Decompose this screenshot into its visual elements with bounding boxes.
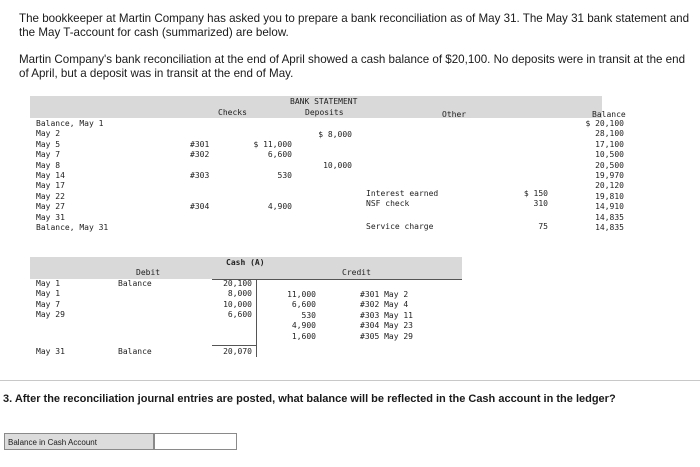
table-cell: #304 May 23 [360,321,413,331]
table-cell [240,223,292,233]
question-3: 3. After the reconciliation journal entries are posted, what balance will be reflected in the Cash account in the ledger? [3,393,616,405]
table-cell: 6,600 [227,310,252,320]
table-cell: 10,000 [323,161,352,171]
table-cell [240,192,292,202]
table-cell: 6,600 [291,300,316,310]
table-cell: 20,500 [595,160,624,170]
table-cell: #303 May 11 [360,310,413,320]
table-cell: 11,000 [287,290,316,299]
table-cell: 19,810 [595,191,624,201]
table-cell: #304 [190,202,210,212]
debit-balance-label: Balance [118,279,152,288]
t-account-total-rule [212,345,257,346]
table-cell: #302 May 4 [360,300,409,310]
table-cell: 530 [277,170,292,180]
other-desc-nsf: NSF check [366,199,410,208]
cash-title: Cash (A) [226,258,265,267]
answer-row [4,433,236,450]
balance-column [572,119,624,233]
table-cell [240,213,292,223]
intro-paragraph-2: Martin Company's bank reconciliation at the end of April showed a cash balance of $20,100. No deposits were in transit at the end of April, but a deposit was in transit at the end of May. [19,53,686,80]
balance-answer-input[interactable] [154,433,237,450]
table-cell: 20,100 [223,279,252,288]
table-cell [190,213,220,223]
table-cell: #301 [190,139,210,149]
table-cell: May 2 [36,129,61,139]
other-column-header: Other [442,110,467,119]
table-cell: $ 11,000 [253,139,292,149]
table-cell: 10,500 [595,150,624,160]
table-cell: May 7 [36,150,61,160]
table-cell [190,223,220,233]
balance-column-header: Balance [592,110,626,119]
table-cell: 530 [301,310,316,320]
debit-amount-column [212,279,252,321]
table-cell: Balance, May 31 [36,222,109,232]
table-cell: 10,000 [223,299,252,309]
section-divider [0,380,700,381]
debit-date-column [36,279,65,321]
table-cell: 8,000 [227,289,252,299]
checks-column-header: Checks [218,108,247,117]
intro-paragraph-1: The bookkeeper at Martin Company has asked you to prepare a bank reconciliation as of May 31. The May 31 bank statement and the May T-account for cash (summarized) are below. [19,12,690,39]
table-cell [190,192,220,202]
table-cell: May 22 [36,191,65,201]
table-cell: #301 May 2 [360,290,409,299]
ending-balance-label: Balance [118,347,152,356]
table-cell: Balance, May 1 [36,119,104,128]
table-cell: May 29 [36,310,65,320]
credit-amount-column [276,290,316,342]
other-desc-interest: Interest earned [366,189,439,198]
table-cell: 17,100 [595,139,624,149]
other-desc-service: Service charge [366,222,434,231]
table-cell [306,140,352,150]
table-cell: May 31 [36,212,65,222]
credit-reference-column [360,290,413,342]
table-cell: $ 20,100 [585,119,624,128]
table-cell: May 1 [36,279,61,288]
table-cell: 4,900 [291,321,316,331]
check-number-column [190,119,220,233]
table-cell: #302 [190,150,210,160]
table-cell [190,119,220,129]
table-cell: #305 May 29 [360,331,413,341]
check-amount-column [240,119,292,233]
table-cell: 28,100 [595,129,624,139]
date-column [36,119,108,233]
table-cell: 4,900 [267,202,292,212]
other-amt-nsf: 310 [533,199,548,208]
table-cell: 20,120 [595,181,624,191]
other-amt-interest: $ 150 [523,189,548,198]
deposits-column-header: Deposits [305,108,344,117]
table-cell: May 5 [36,139,61,149]
ending-date: May 31 [36,347,65,356]
debit-label: Debit [136,268,161,277]
table-cell [306,151,352,161]
deposit-amount-column [306,130,352,172]
table-cell: 14,835 [595,222,624,232]
table-cell: May 14 [36,170,65,180]
table-cell: May 27 [36,202,65,212]
table-cell [240,181,292,191]
table-cell [240,129,292,139]
table-cell: 6,600 [267,150,292,160]
table-cell [190,181,220,191]
table-cell: $ 8,000 [318,130,352,139]
table-cell [240,161,292,171]
table-cell: 1,600 [291,331,316,341]
answer-label: Balance in Cash Account [4,433,154,450]
bank-statement-title: BANK STATEMENT [290,97,358,106]
table-cell: May 1 [36,289,61,299]
table-cell: May 17 [36,181,65,191]
table-cell [240,119,292,129]
table-cell: 19,970 [595,170,624,180]
table-cell: May 8 [36,160,61,170]
credit-label: Credit [342,268,371,277]
table-cell [190,129,220,139]
table-cell: May 7 [36,299,61,309]
ending-balance-amount: 20,070 [223,347,252,356]
table-cell: 14,835 [595,212,624,222]
table-cell: 14,910 [595,202,624,212]
table-cell: #303 [190,170,210,180]
table-cell [190,161,220,171]
other-amt-service: 75 [538,222,548,231]
